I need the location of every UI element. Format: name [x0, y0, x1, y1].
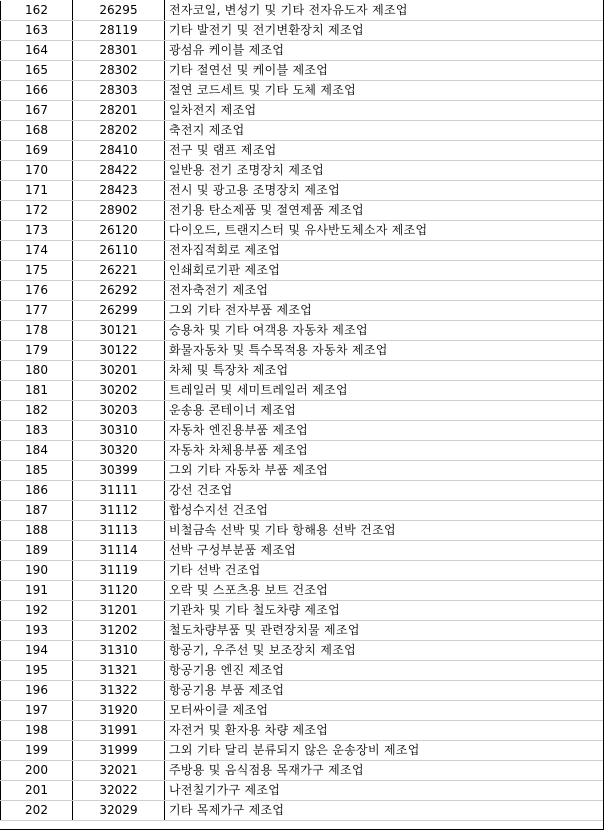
table-row	[1, 701, 605, 721]
table-row	[1, 521, 605, 541]
industry-name-cell: 자동차 차체용부품 제조업	[165, 441, 605, 461]
industry-code-cell: 28301	[73, 41, 165, 61]
row-number-cell: 164	[1, 41, 73, 61]
table-row	[1, 201, 605, 221]
industry-name-cell: 전시 및 광고용 조명장치 제조업	[165, 181, 605, 201]
row-number-cell: 171	[1, 181, 73, 201]
industry-name-cell: 인쇄회로기판 제조업	[165, 261, 605, 281]
table-row	[1, 441, 605, 461]
row-number-cell: 188	[1, 521, 73, 541]
row-number-cell: 201	[1, 781, 73, 801]
industry-name-cell: 선박 구성부분품 제조업	[165, 541, 605, 561]
row-number-cell: 186	[1, 481, 73, 501]
industry-code-cell: 28422	[73, 161, 165, 181]
table-row	[1, 141, 605, 161]
industry-code-cell: 28423	[73, 181, 165, 201]
industry-code-cell: 28119	[73, 21, 165, 41]
row-number-cell: 195	[1, 661, 73, 681]
table-row	[1, 501, 605, 521]
industry-code-cell: 31310	[73, 641, 165, 661]
row-number-cell: 176	[1, 281, 73, 301]
table-row	[1, 261, 605, 281]
industry-code-cell: 26295	[73, 1, 165, 21]
industry-code-cell: 26292	[73, 281, 165, 301]
table-row	[1, 21, 605, 41]
row-number-cell: 175	[1, 261, 73, 281]
table-row	[1, 301, 605, 321]
row-number-cell: 172	[1, 201, 73, 221]
industry-code-cell: 26221	[73, 261, 165, 281]
row-number-cell: 184	[1, 441, 73, 461]
industry-code-cell: 31112	[73, 501, 165, 521]
industry-code-cell: 30320	[73, 441, 165, 461]
row-number-cell: 196	[1, 681, 73, 701]
industry-name-cell: 기타 목제가구 제조업	[165, 801, 605, 821]
industry-code-cell: 28202	[73, 121, 165, 141]
table-body	[1, 1, 605, 821]
row-number-cell: 192	[1, 601, 73, 621]
industry-name-cell: 축전지 제조업	[165, 121, 605, 141]
industry-code-cell: 28302	[73, 61, 165, 81]
industry-code-cell: 31113	[73, 521, 165, 541]
industry-code-cell: 28410	[73, 141, 165, 161]
table-row	[1, 421, 605, 441]
table-row	[1, 61, 605, 81]
industry-name-cell: 기타 선박 건조업	[165, 561, 605, 581]
industry-name-cell: 전자축전기 제조업	[165, 281, 605, 301]
industry-name-cell: 항공기용 부품 제조업	[165, 681, 605, 701]
row-number-cell: 182	[1, 401, 73, 421]
industry-code-cell: 31114	[73, 541, 165, 561]
row-number-cell: 190	[1, 561, 73, 581]
industry-code-cell: 32021	[73, 761, 165, 781]
row-number-cell: 185	[1, 461, 73, 481]
industry-name-cell: 전자집적회로 제조업	[165, 241, 605, 261]
industry-code-cell: 30399	[73, 461, 165, 481]
table-row	[1, 1, 605, 21]
industry-name-cell: 광섬유 케이블 제조업	[165, 41, 605, 61]
table-row	[1, 461, 605, 481]
row-number-cell: 191	[1, 581, 73, 601]
row-number-cell: 167	[1, 101, 73, 121]
row-number-cell: 173	[1, 221, 73, 241]
industry-name-cell: 그외 기타 자동차 부품 제조업	[165, 461, 605, 481]
row-number-cell: 165	[1, 61, 73, 81]
table-row	[1, 761, 605, 781]
industry-code-cell: 31321	[73, 661, 165, 681]
industry-code-cell: 30203	[73, 401, 165, 421]
industry-name-cell: 차체 및 특장차 제조업	[165, 361, 605, 381]
industry-code-cell: 26110	[73, 241, 165, 261]
industry-name-cell: 일차전지 제조업	[165, 101, 605, 121]
industry-name-cell: 항공기용 엔진 제조업	[165, 661, 605, 681]
industry-code-cell: 30121	[73, 321, 165, 341]
row-number-cell: 200	[1, 761, 73, 781]
table-row	[1, 681, 605, 701]
industry-code-cell: 31111	[73, 481, 165, 501]
table-row	[1, 181, 605, 201]
table-row	[1, 341, 605, 361]
industry-name-cell: 오락 및 스포츠용 보트 건조업	[165, 581, 605, 601]
table-row	[1, 541, 605, 561]
table-row	[1, 101, 605, 121]
table-row	[1, 281, 605, 301]
row-number-cell: 199	[1, 741, 73, 761]
industry-code-cell: 30310	[73, 421, 165, 441]
industry-code-cell: 31322	[73, 681, 165, 701]
industry-code-cell: 31920	[73, 701, 165, 721]
table-row	[1, 401, 605, 421]
industry-name-cell: 승용차 및 기타 여객용 자동차 제조업	[165, 321, 605, 341]
table-row	[1, 481, 605, 501]
industry-name-cell: 그외 기타 전자부품 제조업	[165, 301, 605, 321]
industry-code-cell: 28902	[73, 201, 165, 221]
table-row	[1, 581, 605, 601]
industry-name-cell: 전자코일, 변성기 및 기타 전자유도자 제조업	[165, 1, 605, 21]
row-number-cell: 178	[1, 321, 73, 341]
industry-code-cell: 31201	[73, 601, 165, 621]
industry-name-cell: 기관차 및 기타 철도차량 제조업	[165, 601, 605, 621]
table-row	[1, 361, 605, 381]
industry-name-cell: 기타 발전기 및 전기변환장치 제조업	[165, 21, 605, 41]
industry-name-cell: 그외 기타 달리 분류되지 않은 운송장비 제조업	[165, 741, 605, 761]
industry-name-cell: 합성수지선 건조업	[165, 501, 605, 521]
industry-name-cell: 자동차 엔진용부품 제조업	[165, 421, 605, 441]
row-number-cell: 194	[1, 641, 73, 661]
industry-code-cell: 31999	[73, 741, 165, 761]
industry-code-cell: 28303	[73, 81, 165, 101]
industry-name-cell: 자전거 및 환자용 차량 제조업	[165, 721, 605, 741]
row-number-cell: 193	[1, 621, 73, 641]
row-number-cell: 181	[1, 381, 73, 401]
industry-name-cell: 전구 및 램프 제조업	[165, 141, 605, 161]
row-number-cell: 197	[1, 701, 73, 721]
industry-code-cell: 31119	[73, 561, 165, 581]
table-row	[1, 621, 605, 641]
table-row	[1, 41, 605, 61]
table-row	[1, 161, 605, 181]
row-number-cell: 202	[1, 801, 73, 821]
industry-name-cell: 주방용 및 음식점용 목재가구 제조업	[165, 761, 605, 781]
industry-name-cell: 모터싸이클 제조업	[165, 701, 605, 721]
table-row	[1, 781, 605, 801]
industry-name-cell: 강선 건조업	[165, 481, 605, 501]
table-row	[1, 221, 605, 241]
industry-name-cell: 운송용 콘테이너 제조업	[165, 401, 605, 421]
industry-name-cell: 절연 코드세트 및 기타 도체 제조업	[165, 81, 605, 101]
row-number-cell: 183	[1, 421, 73, 441]
industry-code-cell: 32029	[73, 801, 165, 821]
row-number-cell: 170	[1, 161, 73, 181]
row-number-cell: 166	[1, 81, 73, 101]
industry-code-cell: 31991	[73, 721, 165, 741]
industry-name-cell: 철도차량부품 및 관련장치물 제조업	[165, 621, 605, 641]
row-number-cell: 187	[1, 501, 73, 521]
industry-name-cell: 트레일러 및 세미트레일러 제조업	[165, 381, 605, 401]
industry-code-cell: 31120	[73, 581, 165, 601]
row-number-cell: 189	[1, 541, 73, 561]
table-row	[1, 81, 605, 101]
industry-code-cell: 28201	[73, 101, 165, 121]
industry-code-cell: 30122	[73, 341, 165, 361]
table-row	[1, 561, 605, 581]
industry-name-cell: 항공기, 우주선 및 보조장치 제조업	[165, 641, 605, 661]
industry-code-cell: 30201	[73, 361, 165, 381]
table-row	[1, 601, 605, 621]
table-row	[1, 241, 605, 261]
industry-code-cell: 31202	[73, 621, 165, 641]
row-number-cell: 168	[1, 121, 73, 141]
row-number-cell: 162	[1, 1, 73, 21]
industry-code-cell: 26299	[73, 301, 165, 321]
industry-name-cell: 비철금속 선박 및 기타 항해용 선박 건조업	[165, 521, 605, 541]
table-row	[1, 121, 605, 141]
table-row	[1, 721, 605, 741]
table-row	[1, 321, 605, 341]
table-row	[1, 661, 605, 681]
row-number-cell: 163	[1, 21, 73, 41]
table-row	[1, 381, 605, 401]
row-number-cell: 177	[1, 301, 73, 321]
row-number-cell: 179	[1, 341, 73, 361]
table-row	[1, 801, 605, 821]
table-row	[1, 641, 605, 661]
row-number-cell: 174	[1, 241, 73, 261]
industry-code-cell: 26120	[73, 221, 165, 241]
row-number-cell: 198	[1, 721, 73, 741]
industry-name-cell: 다이오드, 트랜지스터 및 유사반도체소자 제조업	[165, 221, 605, 241]
industry-code-cell: 32022	[73, 781, 165, 801]
industry-code-cell: 30202	[73, 381, 165, 401]
industry-name-cell: 화물자동차 및 특수목적용 자동차 제조업	[165, 341, 605, 361]
industry-name-cell: 나전칠기가구 제조업	[165, 781, 605, 801]
row-number-cell: 169	[1, 141, 73, 161]
row-number-cell: 180	[1, 361, 73, 381]
industry-name-cell: 일반용 전기 조명장치 제조업	[165, 161, 605, 181]
table-row	[1, 741, 605, 761]
industry-name-cell: 전기용 탄소제품 및 절연제품 제조업	[165, 201, 605, 221]
industry-name-cell: 기타 절연선 및 케이블 제조업	[165, 61, 605, 81]
